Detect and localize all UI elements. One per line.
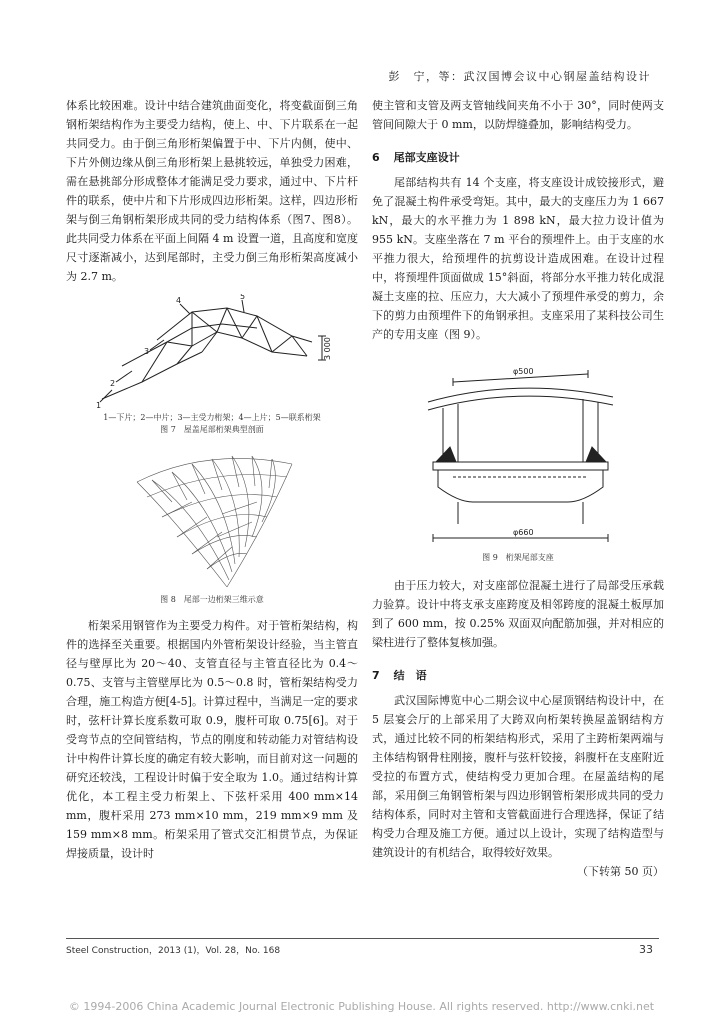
dim-top-label: φ500 (513, 367, 534, 376)
label-3: 3 (144, 347, 150, 356)
section-7-number: 7 (372, 669, 380, 682)
figure-7 (82, 294, 342, 412)
dimension-label: 3 000 (323, 337, 332, 360)
label-5: 5 (240, 294, 246, 301)
figure-8 (117, 442, 307, 594)
right-column (372, 96, 664, 881)
running-head: 彭 宁，等：武汉国博会议中心钢屋盖结构设计 (388, 70, 651, 83)
figure-9-caption: 图 9 桁架尾部支座 (482, 553, 554, 562)
right-paragraph-2: 尾部结构共有 14 个支座，将支座设计成铰接形式，避免了混凝土构件承受弯矩。其中，最大的支座压力为 1 667 kN，最大的水平推力为 1 898 kN，最大拉力设计值为 955 kN。支座坐落在 7 m 平台的预埋件上。由于支座的水平推力很大，给预埋件的抗剪设计造成困难。在设计过程中，将预埋件顶面做成 15°斜面，将部分水平推力转化成混凝土支座的拉、压应力，大大减小了预埋件承受的剪力，余下的剪力由预埋件下的角钢承担。支座采用了某科技公司生产的专用支座（图 9）。 (372, 176, 664, 341)
section-6-title: 尾部支座设计 (393, 151, 460, 164)
right-paragraph-3: 由于压力较大，对支座部位混凝土进行了局部受压承载力验算。设计中将支承支座跨度及相邻跨度的混凝土板厚加到了 600 mm，按 0.25% 双面双向配筋加强，并对相应的梁柱进行了整体复核加强。 (372, 579, 664, 649)
page-number: 33 (639, 943, 653, 956)
figure-7-caption: 图 7 屋盖尾部桁架典型剖面 (160, 425, 264, 434)
left-paragraph-1: 体系比较困难。设计中结合建筑曲面变化，将变截面倒三角钢桁架结构作为主要受力结构，使上、中、下片联系在一起共同受力。由于倒三角形桁架偏置于中、下片内侧，使中、下片外侧边缘从倒三角形桁架上悬挑较远，单独受力困难，需在悬挑部分形成整体才能满足受力要求，通过中、下片杆件的联系，使中片和下片形成四边形桁架。这样，四边形桁架与倒三角钢桁架形成共同的受力结构体系（图7、图8）。此共同受力体系在平面上间隔 4 m 设置一道，且高度和宽度尺寸逐渐减小，达到尾部时，主受力倒三角形桁架高度减小为 2.7 m。 (66, 99, 358, 283)
footer-rule (66, 938, 659, 939)
journal-citation: Steel Construction，2013 (1)，Vol. 28，No. 168 (66, 946, 281, 956)
truss-3d-drawing (117, 442, 307, 594)
continued-note: （下转第 50 页） (577, 865, 664, 878)
label-1: 1 (96, 401, 102, 410)
figure-9 (398, 352, 638, 552)
figure-8-caption: 图 8 尾部一边桁架三维示意 (160, 595, 264, 604)
left-column (66, 96, 358, 863)
copyright-line: © 1994-2006 China Academic Journal Electronic Publishing House. All rights reserved. http://www.cnki.net (68, 1000, 655, 1013)
figure-7-legend: 1—下片；2—中片；3—主受力桁架；4—上片；5—联系桁架 (103, 413, 321, 422)
section-7-title: 结 语 (393, 669, 427, 682)
section-6-heading (372, 148, 664, 167)
truss-section-drawing (82, 294, 342, 412)
label-2: 2 (110, 379, 116, 388)
right-paragraph-4: 武汉国际博览中心二期会议中心屋顶钢结构设计中，在 5 层宴会厅的上部采用了大跨双向桁架转换屋盖钢结构方式，通过比较不同的桁架结构形式，采用了主跨桁架两端与主体结构钢骨柱刚接，腹杆与弦杆铰接，斜腹杆在支座附近受拉的布置方式，使结构受力更加合理。在屋盖结构的尾部，采用倒三角钢管桁架与四边形钢管桁架形成共同的受力结构体系，同时对主管和支管截面进行合理选择，保证了结构受力合理及施工方便。通过以上设计，实现了结构造型与建筑设计的有机结合，取得较好效果。 (372, 694, 664, 859)
left-paragraph-2: 桁架采用钢管作为主要受力构件。对于管桁架结构，构件的选择至关重要。根据国内外管桁架设计经验，当主管直径与壁厚比为 20～40、支管直径与主管直径比为 0.4～0.75、支管与主管壁厚比为 0.5～0.8 时，管桁架结构受力合理，施工构造方便[4-5]。计算过程中，当满足一定的要求时，弦杆计算长度系数可取 0.9，腹杆可取 0.75[6]。对于受弯节点的空间管结构，节点的刚度和转动能力对管结构设计中构件计算长度的确定有较大影响，而目前对这一问题的研究还较浅，工程设计时偏于安全取为 1.0。通过结构计算优化，本工程主受力桁架上、下弦杆采用 400 mm×14 mm，腹杆采用 273 mm×10 mm，219 mm×9 mm 及 159 mm×8 mm。桁架采用了管式交汇相贯节点，为保证焊接质量，设计时 (66, 619, 358, 860)
right-paragraph-1: 使主管和支管及两支管轴线间夹角不小于 30°，同时使两支管间间隙大于 0 mm，以防焊缝叠加，影响结构受力。 (372, 99, 664, 131)
support-drawing (398, 352, 638, 552)
section-7-heading (372, 666, 664, 685)
label-4: 4 (176, 296, 182, 305)
section-6-number: 6 (372, 151, 380, 164)
dim-bottom-label: φ660 (513, 528, 534, 537)
